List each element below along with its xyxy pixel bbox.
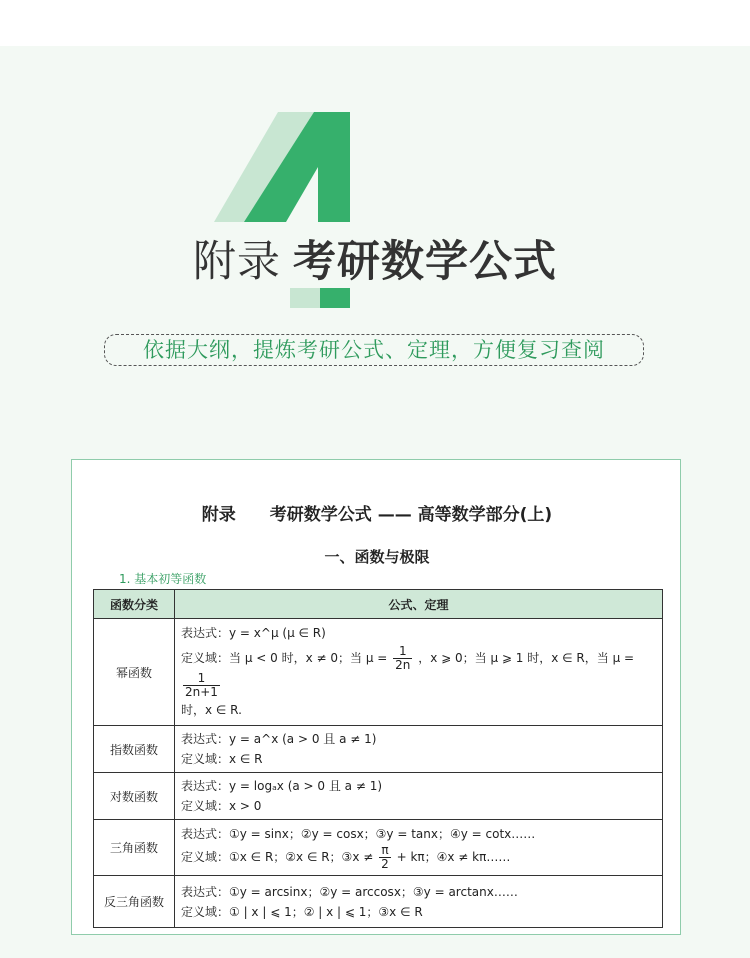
formula-cell bbox=[175, 726, 663, 773]
table-row bbox=[94, 726, 663, 773]
subsection-heading: 1. 基本初等函数 bbox=[119, 572, 207, 586]
table-header-row bbox=[94, 590, 663, 619]
column-header: 函数分类 bbox=[94, 590, 175, 619]
page-headline bbox=[0, 228, 750, 289]
section-heading: 一、函数与极限 bbox=[324, 548, 430, 566]
domain-line bbox=[181, 645, 656, 699]
table-row bbox=[94, 876, 663, 928]
expression-line: 表达式：①y = arcsinx；②y = arccosx；③y = arctanx…… bbox=[181, 884, 518, 899]
table-row bbox=[94, 619, 663, 726]
fraction-denominator: 2 bbox=[381, 857, 389, 871]
column-header: 公式、定理 bbox=[175, 590, 663, 619]
formula-cell bbox=[175, 619, 663, 726]
card-title-main: 考研数学公式 —— 高等数学部分(上) bbox=[269, 505, 553, 525]
formula-cell bbox=[175, 820, 663, 876]
domain-text: ，x ⩾ 0；当 μ ⩾ 1 时，x ∈ R，当 μ = bbox=[418, 651, 635, 665]
domain-continuation: 时，x ∈ R. bbox=[181, 703, 242, 717]
domain-text: 定义域：当 μ < 0 时，x ≠ 0；当 μ = bbox=[181, 651, 388, 665]
expression-line: 表达式：①y = sinx；②y = cosx；③y = tanx；④y = cotx…… bbox=[181, 827, 536, 841]
category-cell: 指数函数 bbox=[94, 726, 175, 773]
fraction-denominator: 2n bbox=[395, 658, 411, 672]
table-row bbox=[94, 773, 663, 820]
card-title-prefix: 附录 bbox=[201, 505, 236, 525]
formula-card bbox=[71, 459, 681, 935]
formula-table bbox=[93, 589, 663, 928]
fraction-denominator: 2n+1 bbox=[185, 685, 218, 699]
domain-text: 定义域：①x ∈ R；②x ∈ R；③x ≠ bbox=[181, 850, 374, 864]
category-cell: 反三角函数 bbox=[94, 876, 175, 928]
category-cell: 幂函数 bbox=[94, 619, 175, 726]
fraction-numerator: 1 bbox=[393, 645, 412, 659]
subtitle-banner: 依据大纲，提炼考研公式、定理，方便复习查阅 bbox=[104, 334, 644, 366]
expression-line: 表达式：y = a^x (a > 0 且 a ≠ 1) bbox=[181, 732, 377, 746]
domain-line bbox=[181, 844, 656, 871]
card-title bbox=[72, 500, 682, 525]
formula-cell bbox=[175, 876, 663, 928]
expression-line: 表达式：y = x^μ (μ ∈ R) bbox=[181, 626, 326, 640]
headline-main: 考研数学公式 bbox=[293, 237, 557, 287]
fraction-numerator: π bbox=[379, 844, 391, 858]
fraction-numerator: 1 bbox=[183, 672, 220, 686]
table-row bbox=[94, 820, 663, 876]
expression-line: 表达式：y = logₐx (a > 0 且 a ≠ 1) bbox=[181, 779, 383, 793]
domain-line: 定义域：x ∈ R bbox=[181, 752, 263, 766]
fraction bbox=[393, 645, 412, 672]
domain-text: + kπ；④x ≠ kπ…… bbox=[396, 850, 511, 864]
fraction bbox=[183, 672, 220, 699]
formula-cell bbox=[175, 773, 663, 820]
fraction bbox=[379, 844, 391, 871]
headline-prefix: 附录 bbox=[193, 237, 281, 287]
domain-line: 定义域：x > 0 bbox=[181, 799, 262, 813]
category-cell: 三角函数 bbox=[94, 820, 175, 876]
domain-line: 定义域：① | x | ⩽ 1；② | x | ⩽ 1；③x ∈ R bbox=[181, 904, 423, 919]
category-cell: 对数函数 bbox=[94, 773, 175, 820]
